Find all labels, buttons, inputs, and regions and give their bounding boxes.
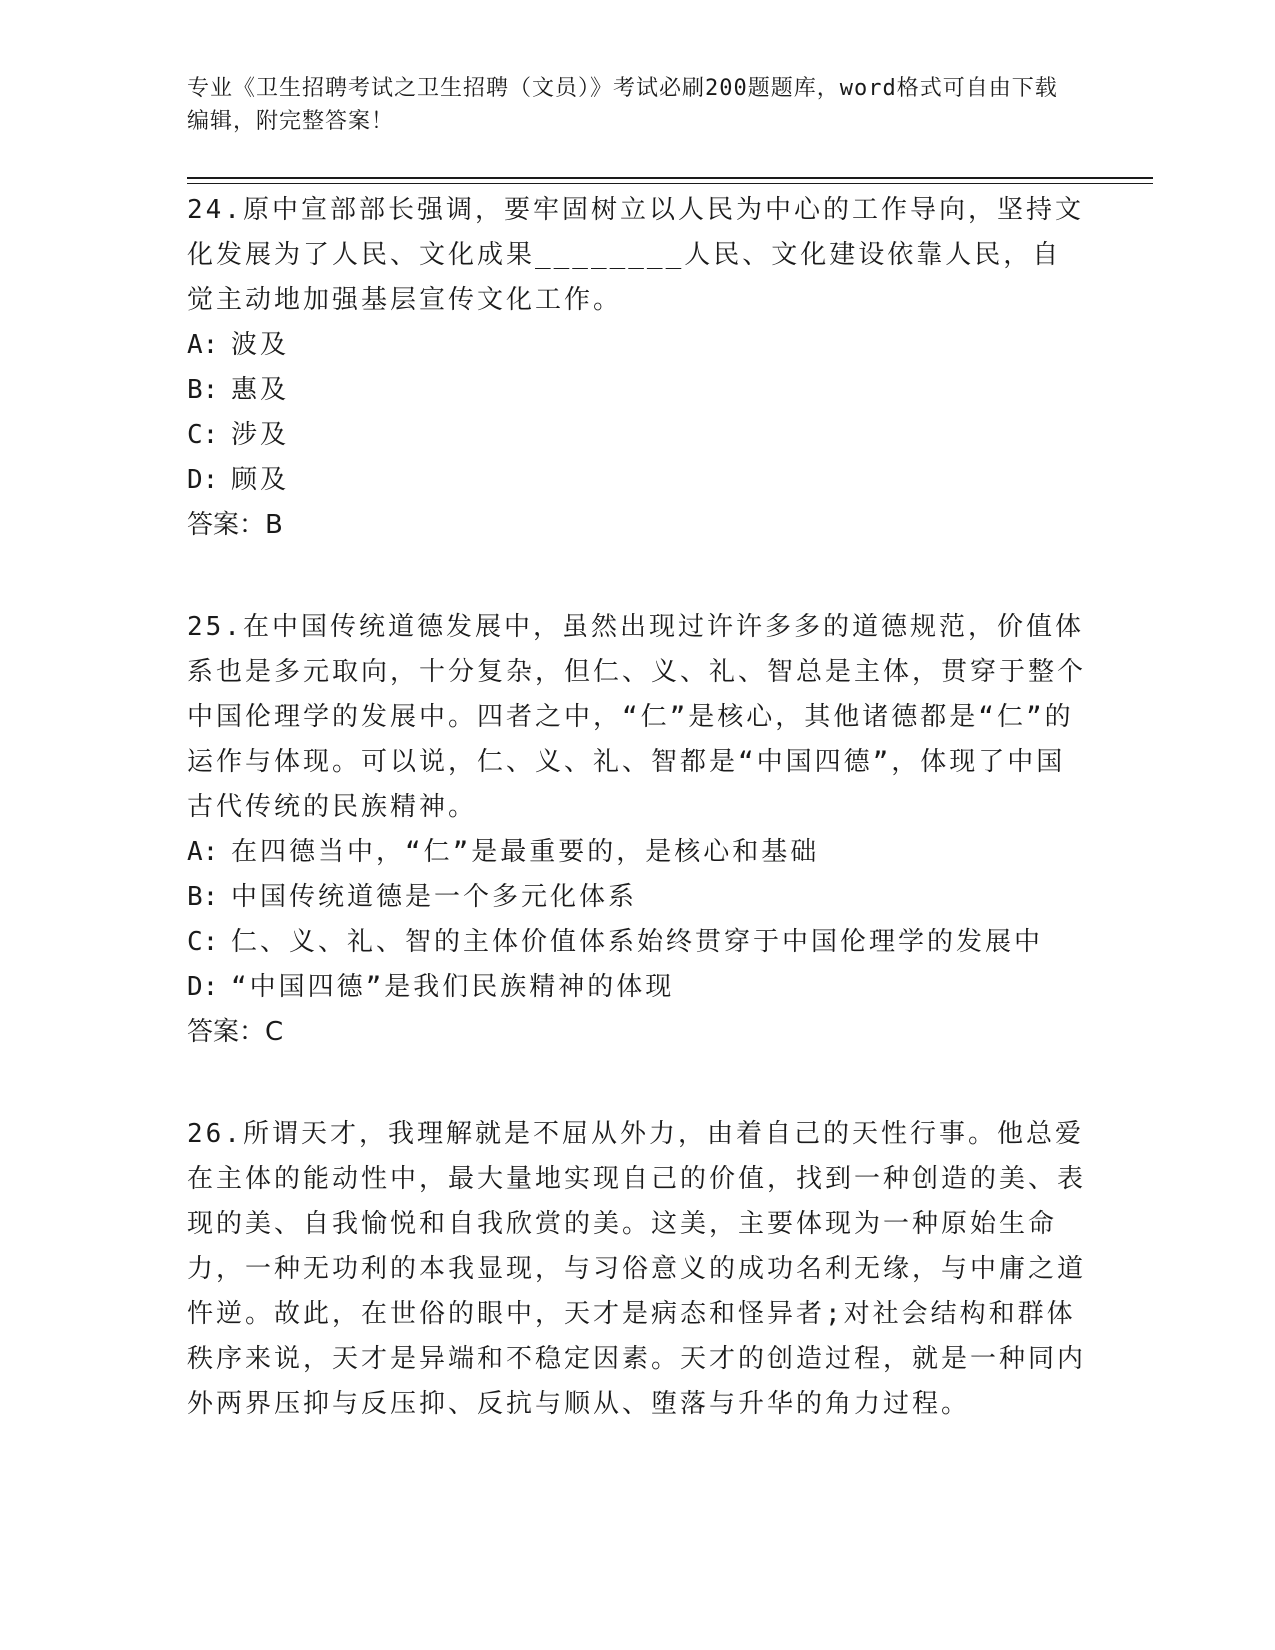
option-key: C: <box>187 927 219 957</box>
option-text: 惠及 <box>231 375 290 405</box>
option-text: 中国传统道德是一个多元化体系 <box>231 882 638 912</box>
option-b <box>187 875 1087 920</box>
option-text: 顾及 <box>231 465 290 495</box>
option-key: A: <box>187 837 219 867</box>
option-a <box>187 830 1087 875</box>
question-26 <box>187 1112 1087 1427</box>
option-b <box>187 368 1087 413</box>
option-c <box>187 920 1087 965</box>
option-key: B: <box>187 375 219 405</box>
question-24 <box>187 188 1087 548</box>
option-key: D: <box>187 972 219 1002</box>
option-d <box>187 965 1087 1010</box>
option-text: 涉及 <box>231 420 290 450</box>
question-25 <box>187 605 1087 1055</box>
option-text: 仁、义、礼、智的主体价值体系始终贯穿于中国伦理学的发展中 <box>231 927 1044 957</box>
option-key: A: <box>187 330 219 360</box>
option-c <box>187 413 1087 458</box>
document-header: 专业《卫生招聘考试之卫生招聘（文员）》考试必刷200题题库，word格式可自由下载编辑，附完整答案！ <box>187 76 1058 134</box>
header-divider-thick <box>187 177 1153 179</box>
answer-label: 答案：C <box>187 1017 284 1047</box>
answer-label: 答案：B <box>187 510 283 540</box>
question-stem: 25.在中国传统道德发展中，虽然出现过许许多多的道德规范，价值体系也是多元取向，十分复杂，但仁、义、礼、智总是主体，贯穿于整个中国伦理学的发展中。四者之中，“仁”是核心，其他诸德都是“仁”的运作与体现。可以说，仁、义、礼、智都是“中国四德”，体现了中国古代传统的民族精神。 <box>187 612 1087 822</box>
question-stem: 26.所谓天才，我理解就是不屈从外力，由着自己的天性行事。他总爱在主体的能动性中，最大量地实现自己的价值，找到一种创造的美、表现的美、自我愉悦和自我欣赏的美。这美，主要体现为一种原始生命力，一种无功利的本我显现，与习俗意义的成功名利无缘，与中庸之道忤逆。故此，在世俗的眼中，天才是病态和怪异者;对社会结构和群体秩序来说，天才是异端和不稳定因素。天才的创造过程，就是一种同内外两界压抑与反压抑、反抗与顺从、堕落与升华的角力过程。 <box>187 1119 1087 1419</box>
option-text: 波及 <box>231 330 290 360</box>
question-stem: 24.原中宣部部长强调，要牢固树立以人民为中心的工作导向，坚持文化发展为了人民、文化成果________人民、文化建设依靠人民，自觉主动地加强基层宣传文化工作。 <box>187 195 1084 315</box>
option-key: C: <box>187 420 219 450</box>
option-text: 在四德当中，“仁”是最重要的，是核心和基础 <box>231 837 820 867</box>
option-a <box>187 323 1087 368</box>
header-divider-thin <box>187 183 1153 184</box>
question-list <box>187 188 1087 1484</box>
option-text: “中国四德”是我们民族精神的体现 <box>231 972 675 1002</box>
option-d <box>187 458 1087 503</box>
option-key: D: <box>187 465 219 495</box>
option-key: B: <box>187 882 219 912</box>
